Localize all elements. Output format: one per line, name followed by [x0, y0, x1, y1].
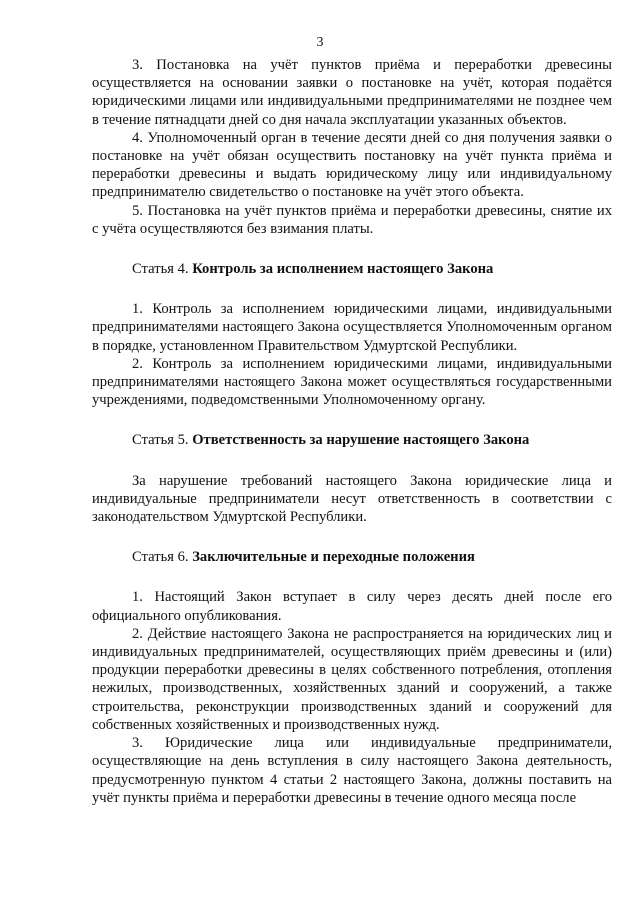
page-number: 3 — [316, 35, 324, 50]
article-6-prefix: Статья 6. — [132, 549, 189, 566]
article-4-prefix: Статья 4. — [132, 261, 189, 278]
article-6-paragraph-3: 3. Юридические лица или индивидуальные предприниматели, осуществляющие на день вступления в силу настоящего Закона деятельность, предусмотренную пунктом 4 статьи 2 настоящего Закона, должны поставить на учёт пункты приёма и переработки древесины в течение одного месяца после — [92, 735, 612, 806]
article-6-heading — [92, 548, 612, 566]
article-4-paragraph-2: 2. Контроль за исполнением юридическими лицами, индивидуальными предпринимателями настоящего Закона может осуществляться государственными учреждениями, подведомственными Уполномоченному органу. — [92, 355, 612, 409]
article-4-title: Контроль за исполнением настоящего Закона — [192, 261, 494, 278]
article-6-paragraph-2: 2. Действие настоящего Закона не распространяется на юридических лиц и индивидуальных предпринимателей, осуществляющих приём древесины и (или) продукции переработки древесины в целях собственного потребления, отопления нежилых, производственных, хозяйственных зданий и сооружений, а также строительства, реконструкции производственных зданий и сооружений для собственных хозяйственных и производственных нужд. — [92, 625, 612, 733]
article-4-heading — [92, 260, 612, 278]
article-4-paragraph-1: 1. Контроль за исполнением юридическими лицами, индивидуальными предпринимателями настоящего Закона осуществляется Уполномоченным органом в порядке, установленном Правительством Удмуртской Республики. — [92, 301, 612, 354]
article-5-prefix: Статья 5. — [132, 432, 189, 449]
document-body — [92, 56, 612, 807]
paragraph-3: 3. Постановка на учёт пунктов приёма и переработки древесины осуществляется на основании заявки о постановке на учёт, которая подаётся юридическими лицами или индивидуальными предпринимателями не позднее чем в течение пятнадцати дней со дня начала эксплуатации указанных объектов. — [92, 57, 612, 128]
article-5-paragraph-1: За нарушение требований настоящего Закона юридические лица и индивидуальные предприниматели несут ответственность в соответствии с законодательством Удмуртской Республики. — [92, 472, 612, 526]
article-5-heading — [92, 431, 612, 449]
article-5-title: Ответственность за нарушение настоящего Закона — [192, 432, 530, 449]
paragraph-5: 5. Постановка на учёт пунктов приёма и переработки древесины, снятие их с учёта осуществляются без взимания платы. — [92, 202, 612, 237]
article-6-title: Заключительные и переходные положения — [192, 549, 475, 566]
article-6-paragraph-1: 1. Настоящий Закон вступает в силу через десять дней после его официального опубликования. — [92, 589, 612, 624]
paragraph-4: 4. Уполномоченный орган в течение десяти дней со дня получения заявки о постановке на учёт обязан осуществить постановку на учёт пункта приёма и переработки древесины и выдать юридическому лицу или индивидуальному предпринимателю свидетельство о постановке на учёт этого объекта. — [92, 129, 612, 201]
